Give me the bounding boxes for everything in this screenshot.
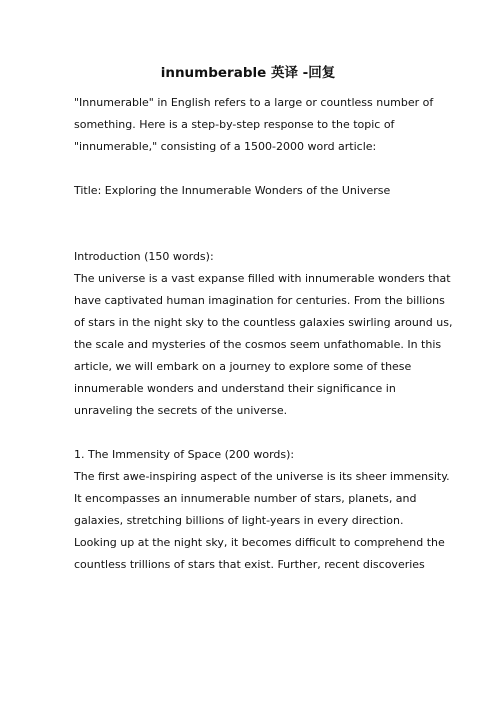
introduction-heading-paragraph — [74, 246, 434, 268]
text-line: The universe is a vast expanse filled with innumerable wonders that — [74, 272, 451, 285]
text-line: countless trillions of stars that exist. Further, recent discoveries — [74, 558, 425, 571]
paragraph-spacer — [74, 202, 434, 224]
section1-heading: 1. The Immensity of Space (200 words): — [74, 448, 295, 461]
text-line: innumerable wonders and understand their significance in — [74, 382, 396, 395]
text-line: have captivated human imagination for centuries. From the billions — [74, 294, 445, 307]
article-title-paragraph — [74, 180, 434, 202]
section1-paragraph — [74, 466, 450, 576]
section1-heading-paragraph — [74, 444, 434, 466]
text-line: "innumerable," consisting of a 1500-2000 word article: — [74, 140, 377, 153]
introduction-heading: Introduction (150 words): — [74, 250, 214, 263]
paragraph-spacer — [74, 422, 434, 444]
article-title: Title: Exploring the Innumerable Wonders of the Universe — [74, 184, 391, 197]
text-line: "Innumerable" in English refers to a large or countless number of — [74, 96, 434, 109]
paragraph-spacer — [74, 224, 434, 246]
text-line: article, we will embark on a journey to explore some of these — [74, 360, 412, 373]
text-line: It encompasses an innumerable number of stars, planets, and — [74, 492, 417, 505]
text-line: of stars in the night sky to the countless galaxies swirling around us, — [74, 316, 453, 329]
document-body — [74, 92, 453, 576]
text-line: unraveling the secrets of the universe. — [74, 404, 288, 417]
text-line: Looking up at the night sky, it becomes difficult to comprehend the — [74, 536, 445, 549]
introduction-paragraph — [74, 268, 453, 422]
text-line: the scale and mysteries of the cosmos seem unfathomable. In this — [74, 338, 442, 351]
intro-paragraph — [74, 92, 434, 158]
text-line: something. Here is a step-by-step response to the topic of — [74, 118, 395, 131]
document-title: innumberable 英译 -回复 — [160, 65, 336, 81]
text-line: galaxies, stretching billions of light-years in every direction. — [74, 514, 404, 527]
paragraph-spacer — [74, 158, 434, 180]
text-line: The first awe-inspiring aspect of the universe is its sheer immensity. — [74, 470, 450, 483]
